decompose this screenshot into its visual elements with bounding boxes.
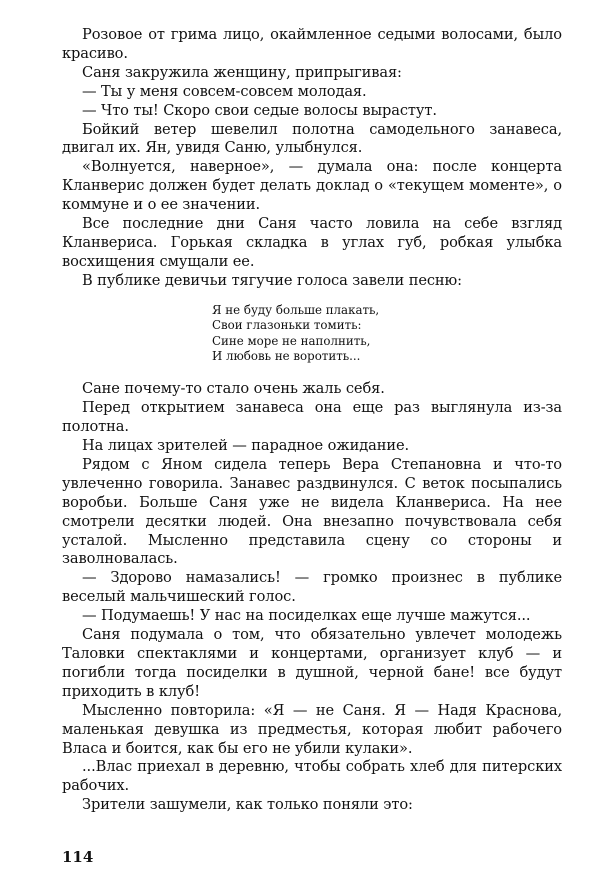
paragraph: Все последние дни Саня часто ловила на себе взгляд Кланвериса. Горькая складка в углах губ, робкая улыбка восхищения смущали ее. [62,215,562,270]
poem-line: Я не буду больше плакать, [212,302,380,317]
paragraph: ...Влас приехал в деревню, чтобы собрать хлеб для питерских рабочих. [62,758,562,795]
paragraph: — Здорово намазались! — громко произнес в публике веселый мальчишеский голос. [62,569,562,606]
poem-block [212,303,562,365]
poem-line: И любовь не воротить... [212,348,361,363]
page-number: 114 [62,848,94,866]
paragraph: — Ты у меня совсем-совсем молодая. [82,82,367,100]
paragraph: Сане почему-то стало очень жаль себя. [82,380,385,398]
paragraph: Зрители зашумели, как только поняли это: [82,796,413,814]
paragraph: — Подумаешь! У нас на посиделках еще лучше мажутся... [82,607,531,625]
paragraph: Саня подумала о том, что обязательно увлечет молодежь Таловки спектаклями и концертами, организует клуб — и погибли тогда посиделки в душной, черной бане! все будут приходить в клуб! [62,626,562,700]
text-block [62,26,562,815]
poem-line: Сине море не наполнить, [212,333,371,348]
paragraph: Перед открытием занавеса она еще раз выглянула из-за полотна. [62,399,562,436]
paragraph: Рядом с Яном сидела теперь Вера Степановна и что-то увлеченно говорила. Занавес раздвинулся. С веток посыпались воробьи. Больше Саня уже не видела Кланвериса. На нее смотрели десятки людей. Она внезапно почувствовала себя усталой. Мысленно представила сцену со стороны и заволновалась. [62,455,562,568]
paragraph: На лицах зрителей — парадное ожидание. [82,437,410,455]
poem-line: Свои глазоньки томить: [212,318,362,333]
paragraph: В публике девичьи тягучие голоса завели песню: [82,271,462,289]
paragraph: — Что ты! Скоро свои седые волосы вырастут. [82,101,437,119]
paragraph: Розовое от грима лицо, окаймленное седыми волосами, было красиво. [62,26,562,62]
paragraph: Саня закружила женщину, припрыгивая: [82,63,402,81]
paragraph: «Волнуется, наверное», — думала она: после концерта Кланверис должен будет делать доклад о «текущем моменте», о коммуне и о ее значении. [62,158,562,214]
paragraph: Мысленно повторила: «Я — не Саня. Я — Надя Краснова, маленькая девушка из предместья, которая любит рабочего Власа и боится, как бы его не убили кулаки». [62,701,562,757]
paragraph: Бойкий ветер шевелил полотна самодельного занавеса, двигал их. Ян, увидя Саню, улыбнулся. [62,120,562,157]
